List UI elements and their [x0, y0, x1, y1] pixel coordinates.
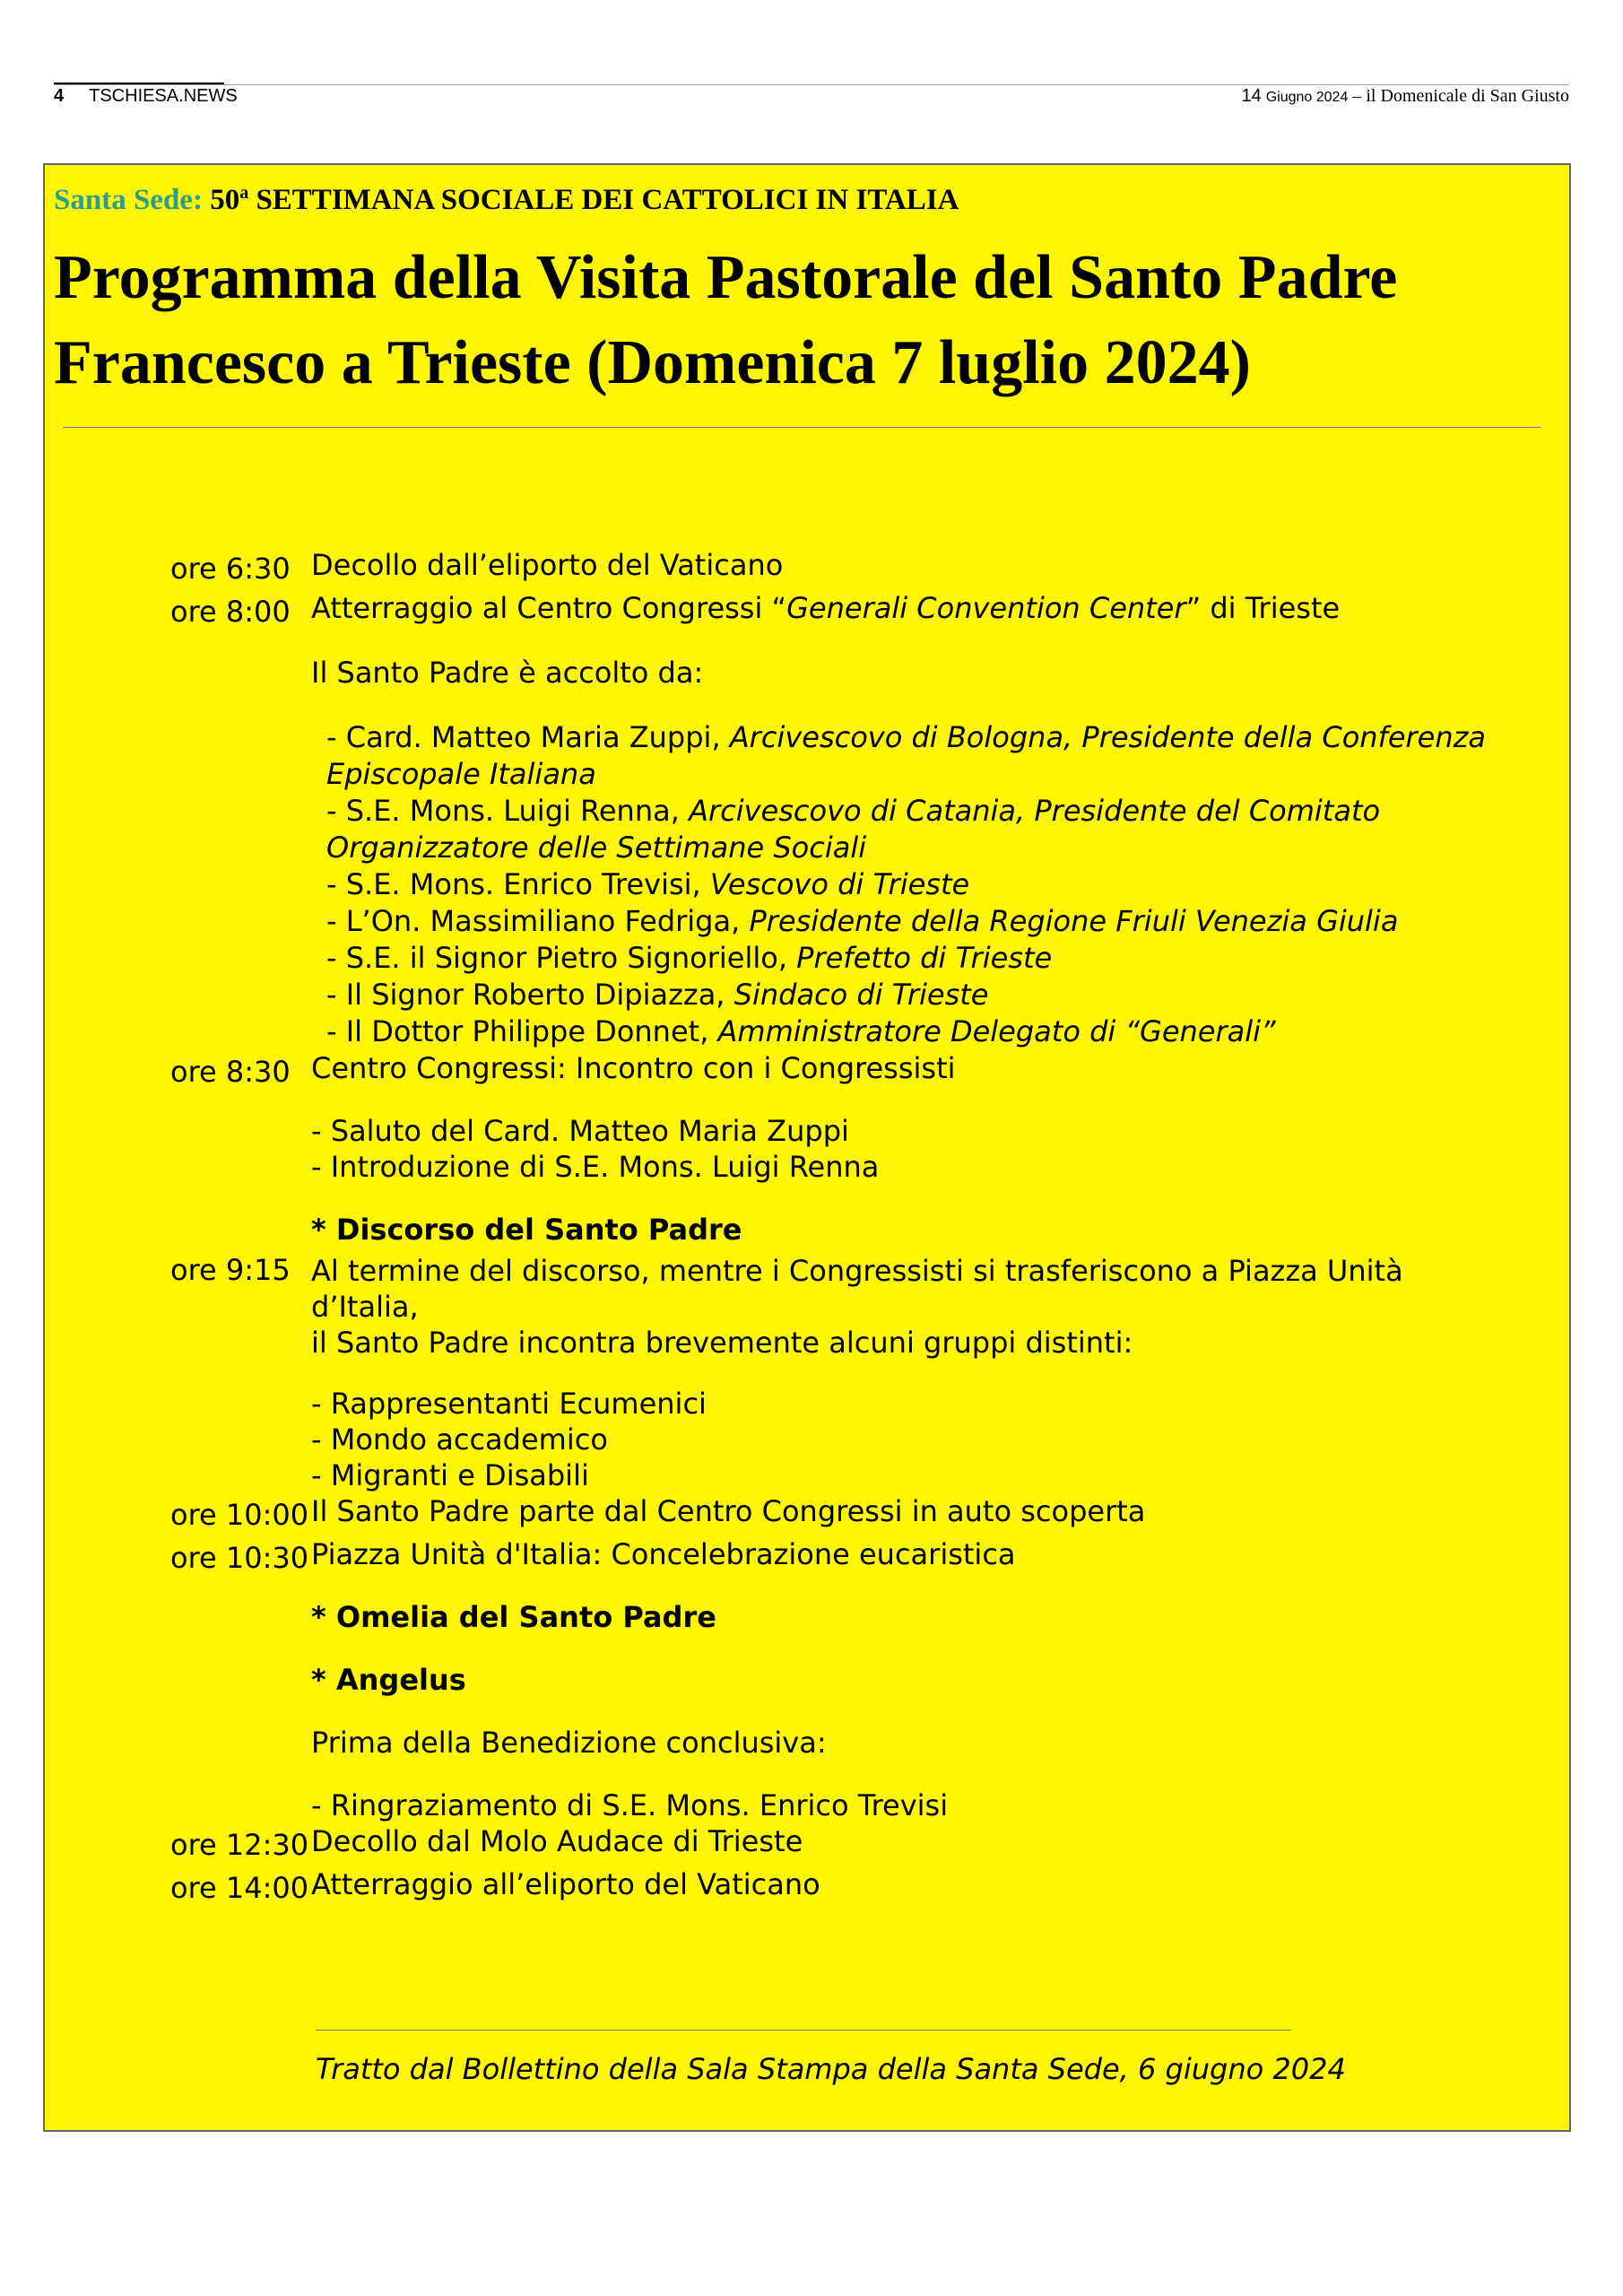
schedule-entry	[170, 1823, 1515, 1866]
entry-time: ore 10:00	[170, 1498, 309, 1532]
list-item	[326, 793, 1515, 866]
list-item	[326, 903, 1515, 940]
list-item: - Ringraziamento di S.E. Mons. Enrico Trevisi	[311, 1788, 949, 1822]
welcomer-role: Sindaco di Trieste	[733, 978, 989, 1012]
list-item: - Saluto del Card. Matteo Maria Zuppi	[311, 1114, 849, 1148]
schedule-entry	[170, 547, 1515, 590]
welcomer-name: - L’On. Massimiliano Fedriga,	[326, 904, 750, 938]
welcomer-name: - S.E. Mons. Enrico Trevisi,	[326, 867, 710, 901]
welcome-block	[170, 655, 1515, 1050]
entry-time: ore 9:15	[170, 1253, 291, 1287]
angelus-heading: * Angelus	[311, 1663, 466, 1697]
list-item	[326, 940, 1515, 977]
list-item: - Migranti e Disabili	[311, 1458, 589, 1492]
entry-time: ore 6:30	[170, 552, 291, 586]
list-item	[326, 866, 1515, 903]
schedule-entry	[170, 1866, 1515, 1909]
schedule-entry	[170, 590, 1515, 633]
welcomer-role: Prefetto di Trieste	[796, 941, 1053, 975]
entry-text-line: il Santo Padre incontra brevemente alcuni gruppi distinti:	[311, 1326, 1133, 1360]
date-day: 14	[1241, 86, 1262, 106]
kicker-number: 50	[210, 184, 240, 216]
entry-time: ore 8:30	[170, 1055, 291, 1089]
list-item: - Rappresentanti Ecumenici	[311, 1387, 707, 1421]
date-month-year: Giugno 2024	[1265, 90, 1349, 105]
running-header-left	[54, 86, 238, 107]
omelia-heading: * Omelia del Santo Padre	[311, 1600, 716, 1634]
welcomer-name: - S.E. il Signor Pietro Signoriello,	[326, 941, 797, 975]
welcomer-name: - Card. Matteo Maria Zuppi,	[326, 720, 730, 754]
schedule-entry	[170, 1493, 1515, 1536]
source-rule	[316, 2030, 1291, 2031]
entry-text: Decollo dall’eliporto del Vaticano	[311, 548, 784, 582]
list-item	[326, 1013, 1515, 1050]
title-rule	[63, 427, 1541, 428]
kicker	[54, 183, 959, 217]
entry-text-line: Al termine del discorso, mentre i Congressisti si trasferiscono a Piazza Unità d’Italia,	[311, 1254, 1403, 1324]
venue-name: Generali Convention Center	[786, 591, 1186, 625]
header-rule	[54, 84, 1569, 85]
schedule-entry	[170, 1050, 1515, 1093]
entry-text: Piazza Unità d'Italia: Concelebrazione eucaristica	[311, 1537, 1016, 1571]
header-separator: –	[1352, 86, 1362, 106]
welcome-intro: Il Santo Padre è accolto da:	[311, 656, 704, 690]
issue-name: il Domenicale di San Giusto	[1366, 86, 1569, 106]
entry-time: ore 14:00	[170, 1871, 309, 1905]
entry-text: Centro Congressi: Incontro con i Congressisti	[311, 1051, 956, 1085]
entry-text-post: ” di Trieste	[1185, 591, 1341, 625]
entry-text: Il Santo Padre parte dal Centro Congressi in auto scoperta	[311, 1494, 1146, 1528]
entry-time: ore 8:00	[170, 595, 291, 629]
source-credit: Tratto dal Bollettino della Sala Stampa della Santa Sede, 6 giugno 2024	[316, 2052, 1346, 2086]
entry-time: ore 12:30	[170, 1828, 309, 1862]
schedule-entry	[170, 1536, 1515, 1579]
kicker-label: Santa Sede:	[54, 184, 203, 216]
title-line-2: Francesco a Trieste (Domenica 7 luglio 2024)	[54, 328, 1251, 397]
title-line-1: Programma della Visita Pastorale del Santo Padre	[54, 243, 1398, 312]
discorso-heading: * Discorso del Santo Padre	[311, 1213, 742, 1247]
page-number: 4	[54, 86, 65, 106]
entry-text-pre: Atterraggio al Centro Congressi “	[311, 591, 787, 625]
schedule-entry	[170, 1253, 1515, 1493]
welcomer-role: Arcivescovo di Bologna, Presidente della Conferenza Episcopale Italiana	[326, 720, 1487, 791]
kicker-text: SETTIMANA SOCIALE DEI CATTOLICI IN ITALIA	[256, 184, 959, 216]
schedule	[170, 547, 1515, 1909]
welcomer-role: Arcivescovo di Catania, Presidente del Comitato Organizzatore delle Settimane Sociali	[326, 794, 1381, 865]
running-header-right	[1241, 86, 1569, 107]
list-item	[326, 977, 1515, 1013]
welcomer-role: Amministratore Delegato di “Generali”	[717, 1014, 1276, 1048]
welcomer-list	[326, 719, 1515, 1050]
entry-time: ore 10:30	[170, 1541, 309, 1575]
entry-text	[311, 590, 1515, 626]
article-box	[43, 163, 1571, 2132]
welcomer-role: Vescovo di Trieste	[709, 867, 970, 901]
publication-name: TSCHIESA.NEWS	[89, 86, 238, 106]
entry-text: Atterraggio all’eliporto del Vaticano	[311, 1867, 820, 1901]
welcomer-role: Presidente della Regione Friuli Venezia Giulia	[749, 904, 1399, 938]
entry-text: Decollo dal Molo Audace di Trieste	[311, 1824, 803, 1858]
kicker-ordinal: a	[239, 183, 249, 203]
welcomer-name: - S.E. Mons. Luigi Renna,	[326, 794, 690, 828]
list-item	[326, 719, 1515, 793]
list-item: - Mondo accademico	[311, 1422, 608, 1457]
welcomer-name: - Il Signor Roberto Dipiazza,	[326, 978, 734, 1012]
benedizione-note: Prima della Benedizione conclusiva:	[311, 1726, 827, 1760]
welcomer-name: - Il Dottor Philippe Donnet,	[326, 1014, 718, 1048]
list-item: - Introduzione di S.E. Mons. Luigi Renna	[311, 1150, 880, 1184]
article-title	[54, 235, 1560, 405]
